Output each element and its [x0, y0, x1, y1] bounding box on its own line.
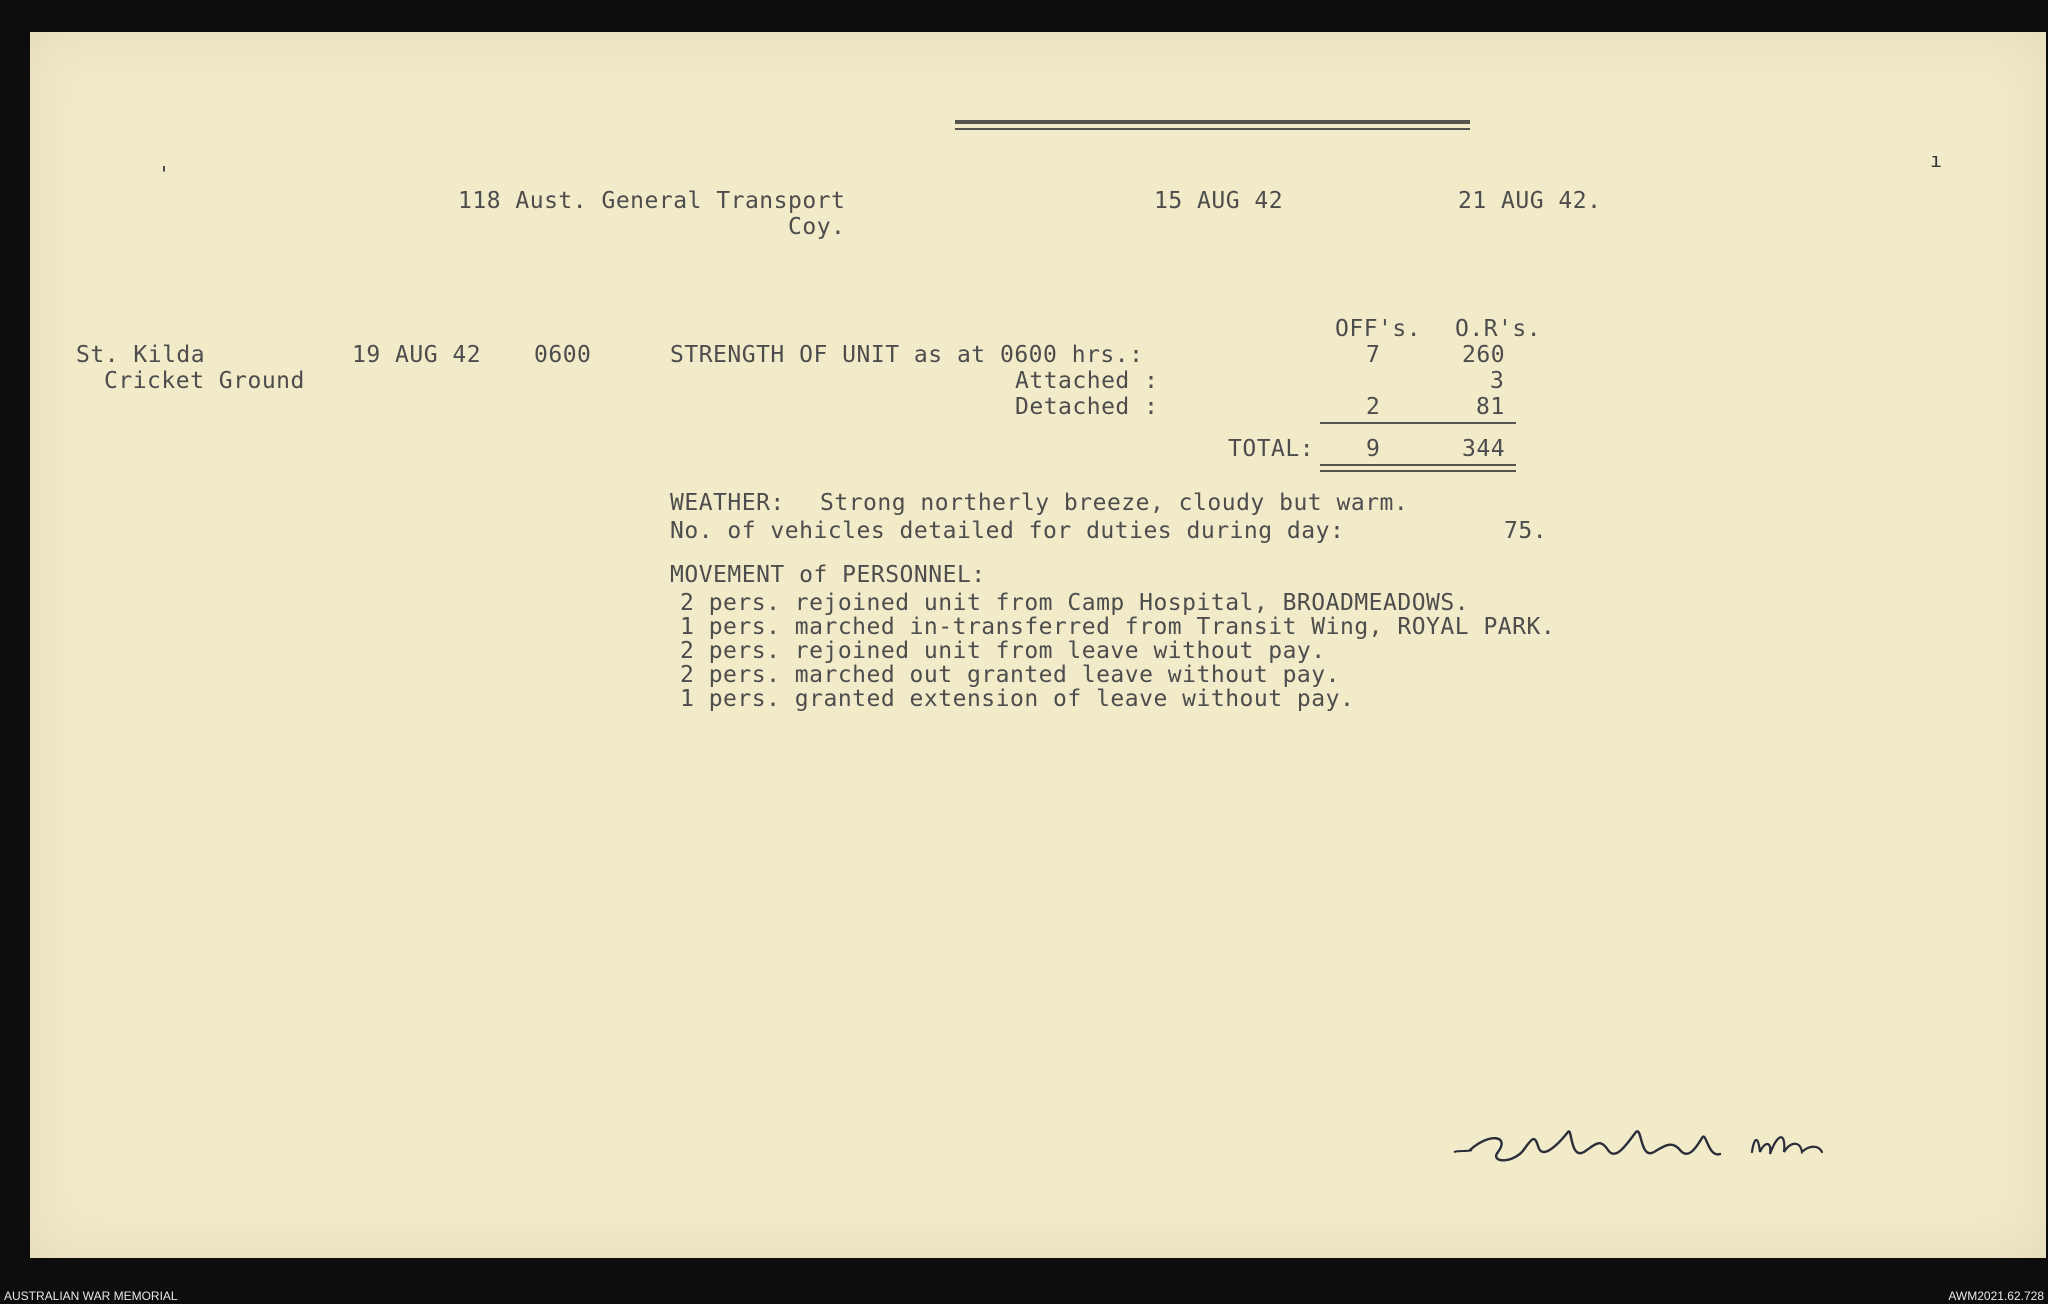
- movement-line: 2 pers. rejoined unit from Camp Hospital, BROADMEADOWS.: [680, 590, 1470, 616]
- date-from: 15 AUG 42: [1154, 188, 1284, 214]
- strength-officers: 7: [1366, 342, 1381, 368]
- unit-name-line1: 118 Aust. General Transport: [458, 188, 846, 214]
- total-label: TOTAL:: [1228, 436, 1315, 462]
- total-double-rule-2: [1320, 470, 1516, 472]
- unit-name-line2: Coy.: [788, 214, 846, 240]
- detached-officers: 2: [1366, 394, 1381, 420]
- document-page: [30, 32, 2046, 1258]
- subtotal-rule: [1320, 422, 1516, 424]
- place-line2: Cricket Ground: [104, 368, 305, 394]
- movement-line: 1 pers. granted extension of leave without pay.: [680, 686, 1355, 712]
- total-double-rule-1: [1320, 464, 1516, 466]
- strength-label: STRENGTH OF UNIT as at 0600 hrs.:: [670, 342, 1144, 368]
- footer-left-text: AUSTRALIAN WAR MEMORIAL: [4, 1289, 178, 1303]
- handwritten-signature: [1450, 1102, 1870, 1182]
- col-header-other-ranks: O.R's.: [1455, 316, 1542, 342]
- vehicles-value: 75.: [1504, 518, 1548, 544]
- entry-date: 19 AUG 42: [352, 342, 482, 368]
- footer-right-text: AWM2021.62.728: [1948, 1289, 2044, 1303]
- attached-other-ranks: 3: [1490, 368, 1505, 394]
- vehicles-label: No. of vehicles detailed for duties during day:: [670, 518, 1345, 544]
- movement-line: 2 pers. marched out granted leave without pay.: [680, 662, 1340, 688]
- page-number-mark: ı: [1930, 148, 1943, 172]
- margin-mark: ': [158, 162, 171, 186]
- total-other-ranks: 344: [1462, 436, 1506, 462]
- total-officers: 9: [1366, 436, 1381, 462]
- top-strikeout-rule: [955, 120, 1470, 124]
- col-header-officers: OFF's.: [1335, 316, 1422, 342]
- detached-label: Detached :: [1015, 394, 1159, 420]
- strength-other-ranks: 260: [1462, 342, 1506, 368]
- detached-other-ranks: 81: [1476, 394, 1505, 420]
- signature-text: Capt: [1780, 1176, 1783, 1177]
- movement-line: 2 pers. rejoined unit from leave without pay.: [680, 638, 1326, 664]
- place-line1: St. Kilda: [76, 342, 206, 368]
- attached-label: Attached :: [1015, 368, 1159, 394]
- top-strikeout-rule-2: [955, 128, 1470, 130]
- movement-heading: MOVEMENT of PERSONNEL:: [670, 562, 986, 588]
- entry-time: 0600: [534, 342, 592, 368]
- movement-line: 1 pers. marched in-transferred from Transit Wing, ROYAL PARK.: [680, 614, 1556, 640]
- date-to: 21 AUG 42.: [1458, 188, 1602, 214]
- weather-text: Strong northerly breeze, cloudy but warm.: [820, 490, 1409, 516]
- weather-label: WEATHER:: [670, 490, 785, 516]
